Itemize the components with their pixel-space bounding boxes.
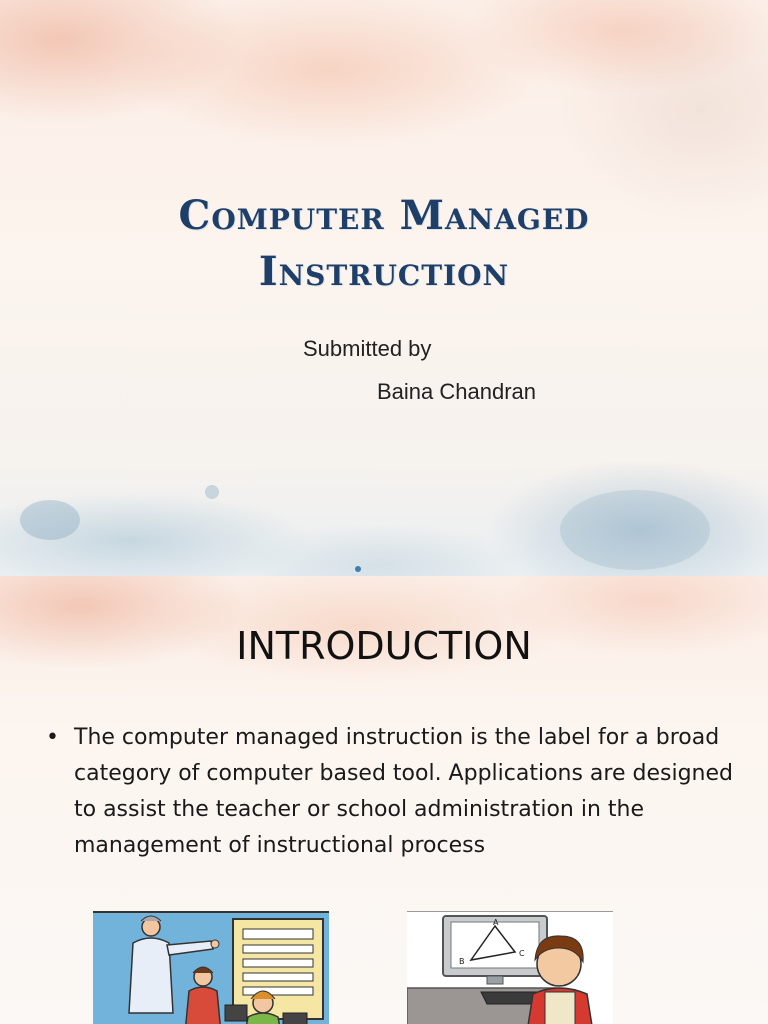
slide-title-line1: Computer Managed	[178, 192, 590, 239]
bullet-text: The computer managed instruction is the label for a broad category of computer based tool. Applications are designed to assist the teacher or school administration in the management of instructional process	[74, 725, 733, 858]
watercolor-splash	[20, 500, 80, 540]
slide-title-line2: Instruction	[258, 248, 510, 295]
submitted-by-label: Submitted by	[303, 336, 432, 361]
student-computer-geometry-icon	[407, 911, 613, 1024]
triangle-label-b: B	[459, 957, 465, 966]
bullet-dot: •	[46, 725, 59, 750]
author-name: Baina Chandran	[377, 379, 537, 404]
bullet-item	[46, 720, 746, 864]
computer-clipart-svg	[407, 912, 613, 1024]
triangle-label-c: C	[519, 949, 525, 958]
teacher-presenting-classroom-icon	[93, 911, 329, 1024]
introduction-slide	[0, 576, 768, 1024]
teacher-clipart-svg	[93, 913, 329, 1024]
watercolor-splash	[205, 485, 219, 499]
slide-heading: INTRODUCTION	[236, 624, 532, 668]
watercolor-splash	[560, 490, 710, 570]
triangle-label-a: A	[493, 918, 499, 927]
slide-title	[0, 188, 768, 300]
watercolor-splash	[355, 566, 361, 572]
